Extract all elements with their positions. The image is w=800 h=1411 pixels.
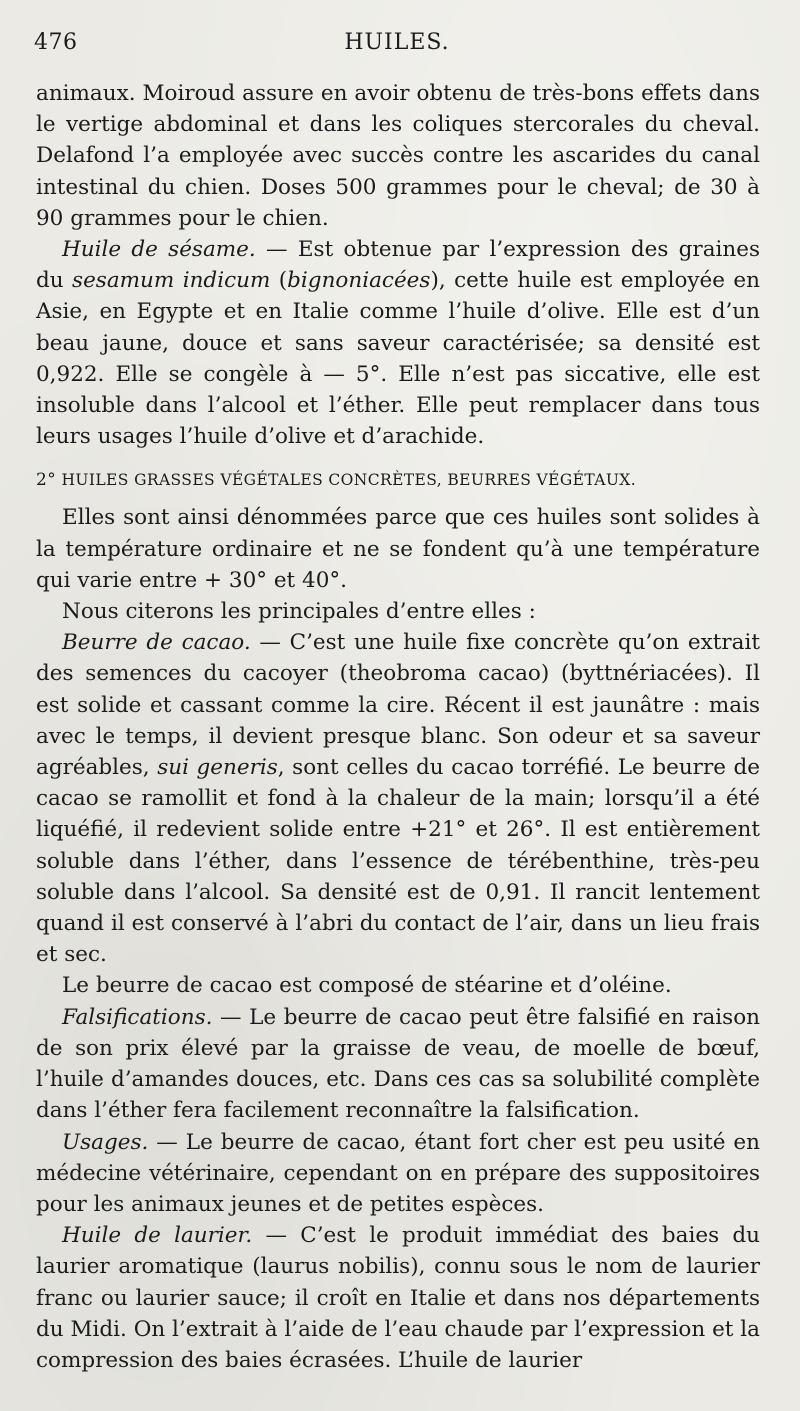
entry-heading: Falsifications. <box>62 1004 213 1030</box>
paragraph-text: ), cette huile est employée en Asie, en Egypte et en Italie comme l’huile d’olive. Elle est d’un beau jaune, douce et sans saveur caractérisée; sa densité est 0,922. Elle se congèle à — 5°. Elle n’est pas siccative, elle est insoluble dans l’alcool et l’éther. Elle peut remplacer dans tous leurs usages l’huile d’olive et d’arachide. <box>36 268 760 450</box>
section-heading <box>36 468 760 492</box>
latin-name: sesamum indicum <box>72 268 271 294</box>
paragraph-text: — C’est une huile fixe concrète qu’on extrait des semences du cacoyer (theobroma cacao) (byttnériacées). Il est solide et cassant comme la cire. Récent il est jaunâtre : mais avec le temps, il devient presque blanc. Son odeur et sa saveur agréables, <box>36 630 760 781</box>
page-number: 476 <box>34 30 78 55</box>
paragraph-text: — Le beurre de cacao, étant fort cher est peu usité en médecine vétérinaire, cependant on en prépare des suppositoires pour les animaux jeunes et de petites espèces. <box>36 1129 760 1217</box>
paragraph-composition <box>36 970 760 1001</box>
paragraph-falsifications <box>36 1002 760 1127</box>
paragraph-text: — Le beurre de cacao peut être falsifié en raison de son prix élevé par la graisse de veau, de moelle de bœuf, l’huile d’amandes douces, etc. Dans ces cas sa solubilité complète dans l’éther fera facilement reconnaître la falsification. <box>36 1004 760 1124</box>
running-title: HUILES. <box>344 30 450 55</box>
paragraph-text: , sont celles du cacao torréfié. Le beurre de cacao se ramollit et fond à la chaleur de la main; lorsqu’il a été liquéfié, il redevient solide entre +21° et 26°. Il est entièrement soluble dans l’éther, dans l’essence de térébenthine, très-peu soluble dans l’alcool. Sa densité est de 0,91. Il rancit lentement quand il est conservé à l’abri du contact de l’air, dans un lieu frais et sec. <box>36 755 760 968</box>
entry-heading: Usages. <box>62 1129 149 1155</box>
paragraph-usages <box>36 1127 760 1221</box>
section-title: HUILES GRASSES VÉGÉTALES CONCRÈTES, BEURRES VÉGÉTAUX. <box>56 471 637 490</box>
page-header <box>34 30 760 62</box>
paragraph-text: animaux. Moiroud assure en avoir obtenu de très-bons effets dans le vertige abdominal et dans les coliques stercorales du cheval. Delafond l’a employée avec succès contre les ascarides du canal intestinal du chien. Doses 500 grammes pour le cheval; de 30 à 90 grammes pour le chien. <box>36 81 760 231</box>
paragraph-beurre-de-cacao <box>36 627 760 970</box>
paragraph-text: Le beurre de cacao est composé de stéarine et d’oléine. <box>62 973 672 999</box>
paragraph-text: Elles sont ainsi dénommées parce que ces huiles sont solides à la température ordinaire et ne se fondent qu’à une température qui varie entre + 30° et 40°. <box>36 505 760 593</box>
paragraph-list-intro <box>36 596 760 627</box>
body-text <box>36 78 760 1376</box>
plant-family: bignoniacées <box>287 268 431 294</box>
paragraph-intro <box>36 502 760 596</box>
latin-phrase: sui generis <box>157 755 278 781</box>
entry-heading: Huile de laurier. <box>62 1223 253 1249</box>
paragraph-huile-de-laurier <box>36 1220 760 1376</box>
paragraph-text: — C’est le produit immédiat des baies du laurier aromatique (laurus nobilis), connu sous le nom de laurier franc ou laurier sauce; il croît en Italie et dans nos départements du Midi. On l’extrait à l’aide de l’eau chaude par l’expression et la compression des baies écrasées. L’huile de laurier <box>36 1223 760 1373</box>
paragraph-huile-de-sesame <box>36 234 760 452</box>
section-ordinal: 2° <box>36 470 57 491</box>
entry-heading: Beurre de cacao. <box>62 630 251 656</box>
paragraph-text: Nous citerons les principales d’entre elles : <box>62 599 536 625</box>
paragraph-continuation <box>36 78 760 234</box>
entry-heading: Huile de sésame. <box>62 237 256 263</box>
paragraph-text: — Est obtenue par l’expression des graines du <box>36 237 760 294</box>
paragraph-text: ( <box>270 268 288 294</box>
